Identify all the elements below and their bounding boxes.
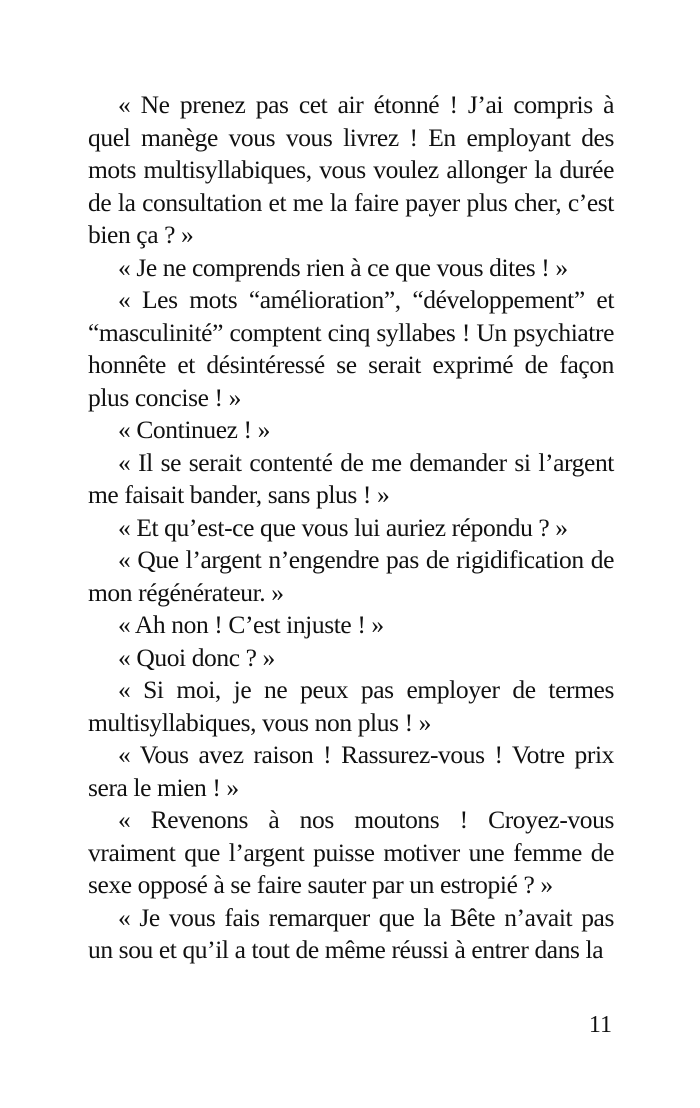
paragraph-4: « Continuez ! » [118, 415, 270, 444]
paragraph-1: « Ne prenez pas cet air étonné ! J’ai compris à quel manège vous vous livrez ! En employant des mots multisyllabiques, vous voulez allonger la durée de la consultation et me la faire payer plus cher, c’est bien ça ? » [88, 90, 614, 249]
paragraph-6: « Et qu’est-ce que vous lui auriez répondu ? » [118, 512, 568, 542]
paragraph-7: « Que l’argent n’engendre pas de rigidification de mon régénérateur. » [88, 545, 614, 607]
paragraph-5: « Il se serait contenté de me demander si l’argent me faisait bander, sans plus ! » [88, 447, 614, 509]
paragraph-3: « Les mots “amélioration”, “développement” et “masculinité” comptent cinq syllabes ! Un psychiatre honnête et désintéressé se serait exprimé de façon plus concise ! » [88, 285, 614, 412]
paragraph-9: « Quoi donc ? » [118, 642, 275, 672]
paragraph-10: « Si moi, je ne peux pas employer de termes multisyllabiques, vous non plus ! » [88, 675, 614, 737]
page-body [88, 89, 614, 967]
paragraph-13: « Je vous fais remarquer que la Bête n’avait pas un sou et qu’il a tout de même réussi à entrer dans la [88, 902, 614, 964]
paragraph-2: « Je ne comprends rien à ce que vous dites ! » [118, 252, 568, 282]
page-number: 11 [588, 1012, 612, 1038]
paragraph-11: « Vous avez raison ! Rassurez-vous ! Votre prix sera le mien ! » [88, 740, 614, 802]
paragraph-8: « Ah non ! C’est injuste ! » [118, 610, 384, 639]
paragraph-12: « Revenons à nos moutons ! Croyez-vous vraiment que l’argent puisse motiver une femme de sexe opposé à se faire sauter par un estropié ? » [88, 805, 614, 899]
